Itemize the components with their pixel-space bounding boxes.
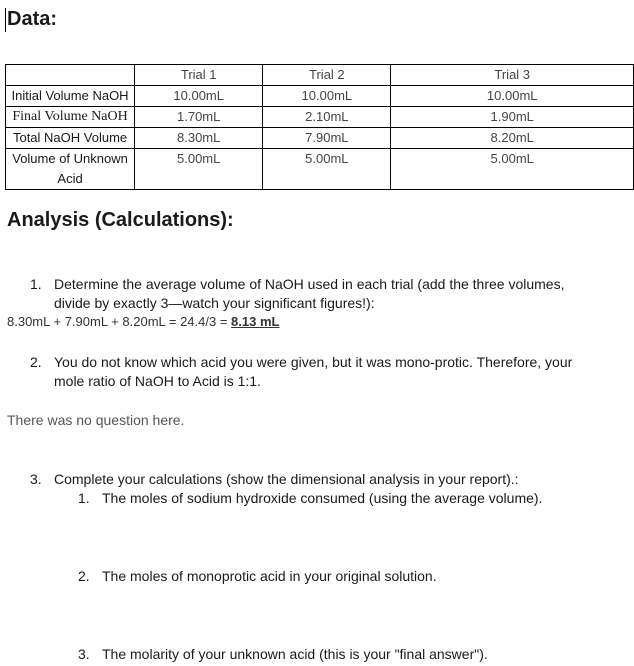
table-cell: 1.70mL xyxy=(135,107,263,128)
table-row xyxy=(6,149,634,190)
table-row xyxy=(6,107,634,128)
q1-answer xyxy=(7,314,279,329)
q2-line1: You do not know which acid you were given, but it was mono-protic. Therefore, your xyxy=(54,354,573,370)
table-header-empty xyxy=(6,65,135,86)
table-cell: 5.00mL xyxy=(135,149,263,190)
table-cell: 5.00mL xyxy=(391,149,634,190)
table-cell: 10.00mL xyxy=(135,86,263,107)
row-label-line: Acid xyxy=(57,171,83,186)
table-header-row xyxy=(6,65,634,86)
table-header-cell: Trial 3 xyxy=(391,65,634,86)
q1-line2: divide by exactly 3—watch your significant figures!): xyxy=(54,295,375,311)
q1-line1: Determine the average volume of NaOH used in each trial (add the three volumes, xyxy=(54,276,565,292)
q1-answer-prefix: 8.30mL + 7.90mL + 8.20mL = 24.4/3 = xyxy=(7,314,232,329)
q3-sub2-number: 2. xyxy=(78,568,90,584)
q2-number: 2. xyxy=(30,354,42,370)
analysis-heading: Analysis (Calculations): xyxy=(7,209,234,231)
table-header-cell: Trial 1 xyxy=(135,65,263,86)
row-label: Final Volume NaOH xyxy=(6,107,135,128)
q1-number: 1. xyxy=(30,276,42,292)
q2-line2: mole ratio of NaOH to Acid is 1:1. xyxy=(54,373,261,389)
table-cell: 5.00mL xyxy=(263,149,391,190)
table-cell: 10.00mL xyxy=(391,86,634,107)
table-cell: 8.30mL xyxy=(135,128,263,149)
q3-sub2-text: The moles of monoprotic acid in your original solution. xyxy=(102,568,437,584)
text-cursor xyxy=(5,8,6,32)
table-cell: 7.90mL xyxy=(263,128,391,149)
q3-sub1-number: 1. xyxy=(78,490,90,506)
row-label: Initial Volume NaOH xyxy=(6,86,135,107)
q3-sub3-number: 3. xyxy=(78,646,90,662)
row-label: Total NaOH Volume xyxy=(6,128,135,149)
q3-text: Complete your calculations (show the dimensional analysis in your report).: xyxy=(54,471,519,487)
q3-sub1-text: The moles of sodium hydroxide consumed (using the average volume). xyxy=(102,490,543,506)
q1-answer-result: 8.13 mL xyxy=(231,314,280,329)
row-label-line: Volume of Unknown xyxy=(12,151,128,166)
table-row xyxy=(6,86,634,107)
q3-sub3-text: The molarity of your unknown acid (this is your "final answer"). xyxy=(102,646,488,662)
table-cell: 8.20mL xyxy=(391,128,634,149)
data-table xyxy=(5,64,634,190)
row-label xyxy=(6,149,135,190)
table-header-cell: Trial 2 xyxy=(263,65,391,86)
q3-number: 3. xyxy=(30,471,42,487)
table-cell: 1.90mL xyxy=(391,107,634,128)
table-cell: 10.00mL xyxy=(263,86,391,107)
data-heading: Data: xyxy=(7,8,58,30)
q2-note: There was no question here. xyxy=(7,412,185,428)
table-cell: 2.10mL xyxy=(263,107,391,128)
table-row xyxy=(6,128,634,149)
